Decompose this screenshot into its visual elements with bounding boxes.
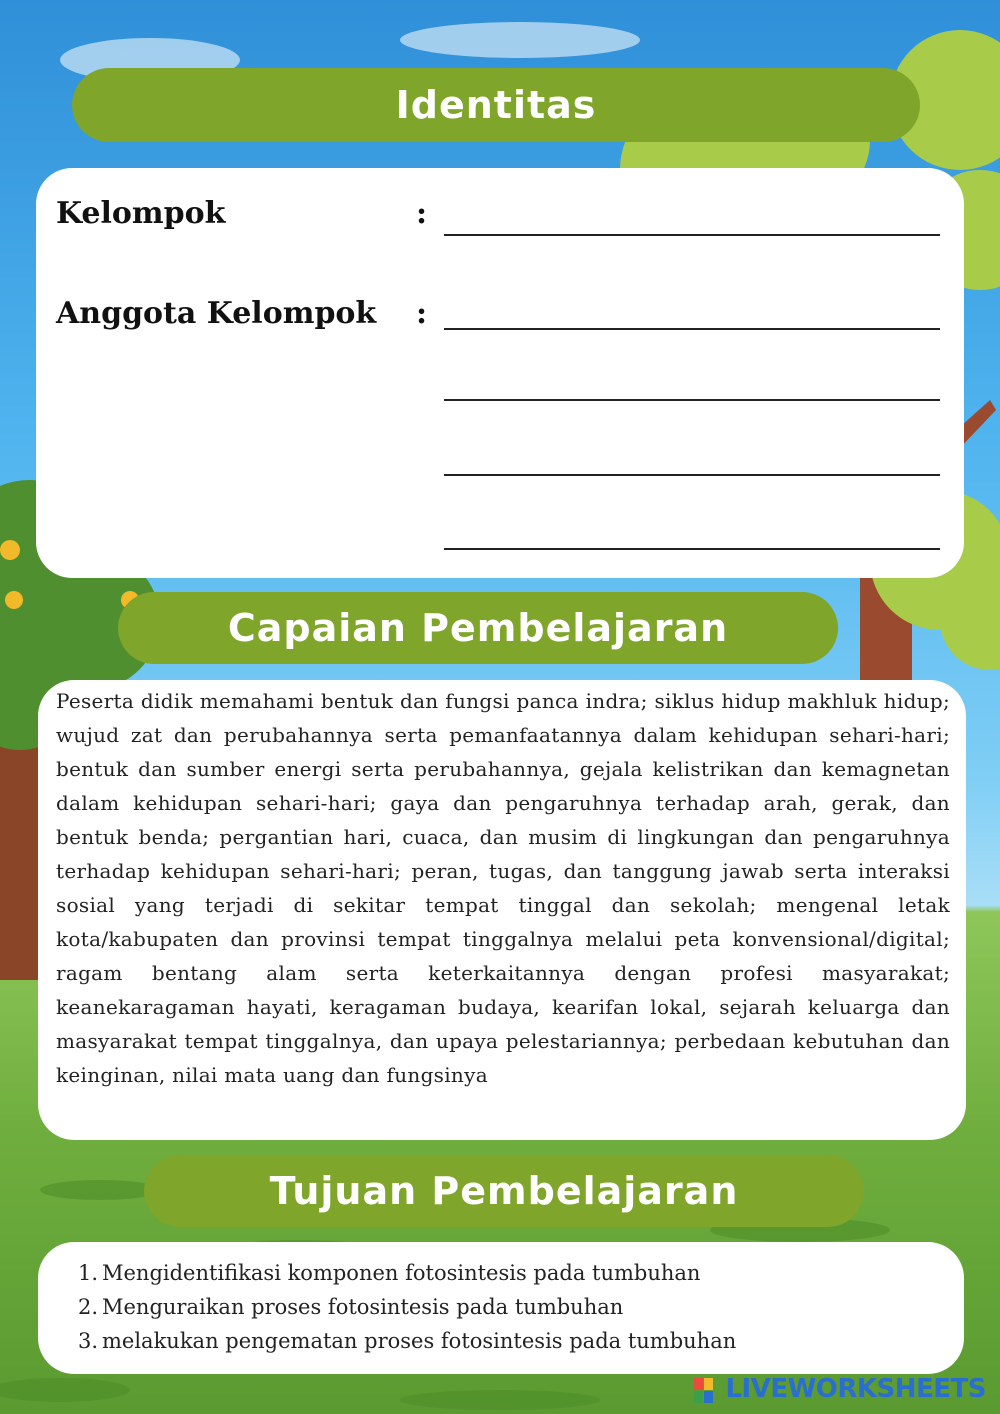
anggota-input-line-2[interactable] [444,399,940,401]
list-number: 2. [77,1295,98,1319]
capaian-banner [118,592,838,664]
capaian-card [38,680,966,1140]
list-item [72,1324,736,1358]
list-item-text: melakukan pengematan proses fotosintesis pada tumbuhan [102,1329,737,1353]
list-number: 1. [77,1261,98,1285]
list-item [72,1256,736,1290]
list-item-text: Menguraikan proses fotosintesis pada tumbuhan [102,1295,624,1319]
tujuan-title: Tujuan Pembelajaran [269,1169,739,1213]
liveworksheets-watermark: LIVEWORKSHEETS [725,1374,986,1404]
kelompok-colon: : [416,196,428,231]
list-number: 3. [77,1329,98,1353]
capaian-text: Peserta didik memahami bentuk dan fungsi panca indra; siklus hidup makhluk hidup; wujud zat dan perubahannya serta pemanfaatannya dalam kehidupan sehari-hari; bentuk dan sumber energi serta perubahannya, gejala kelistrikan dan kemagnetan dalam kehidupan sehari-hari; gaya dan pengaruhnya terhadap arah, gerak, dan bentuk benda; pergantian hari, cuaca, dan musim di lingkungan dan pengaruhnya terhadap kehidupan sehari-hari; peran, tugas, dan tanggung jawab serta interaksi sosial yang terjadi di sekitar tempat tinggal dan sekolah; mengenal letak kota/kabupaten dan provinsi tempat tinggalnya melalui peta konvensional/digital; ragam bentang alam serta keterkaitannya dengan profesi masyarakat; keanekaragaman hayati, keragaman budaya, kearifan lokal, sejarah keluarga dan masyarakat tempat tinggalnya, dan upaya pelestariannya; perbedaan kebutuhan dan keinginan, nilai mata uang dan fungsinya [56,689,950,1087]
capaian-title: Capaian Pembelajaran [227,606,729,650]
anggota-input-line-3[interactable] [444,474,940,476]
anggota-input-line-4[interactable] [444,548,940,550]
anggota-input-line-1[interactable] [444,328,940,330]
anggota-label: Anggota Kelompok [56,296,377,331]
identitas-title: Identitas [395,83,597,127]
identitas-card [36,168,964,578]
liveworksheets-logo-icon [694,1378,714,1404]
tujuan-banner [144,1155,864,1227]
list-item [72,1290,736,1324]
anggota-colon: : [416,296,428,331]
identitas-banner [72,68,920,142]
kelompok-label: Kelompok [56,196,226,231]
tujuan-list [72,1256,736,1358]
tujuan-card [38,1242,964,1374]
list-item-text: Mengidentifikasi komponen fotosintesis pada tumbuhan [102,1261,701,1285]
kelompok-input-line[interactable] [444,234,940,236]
